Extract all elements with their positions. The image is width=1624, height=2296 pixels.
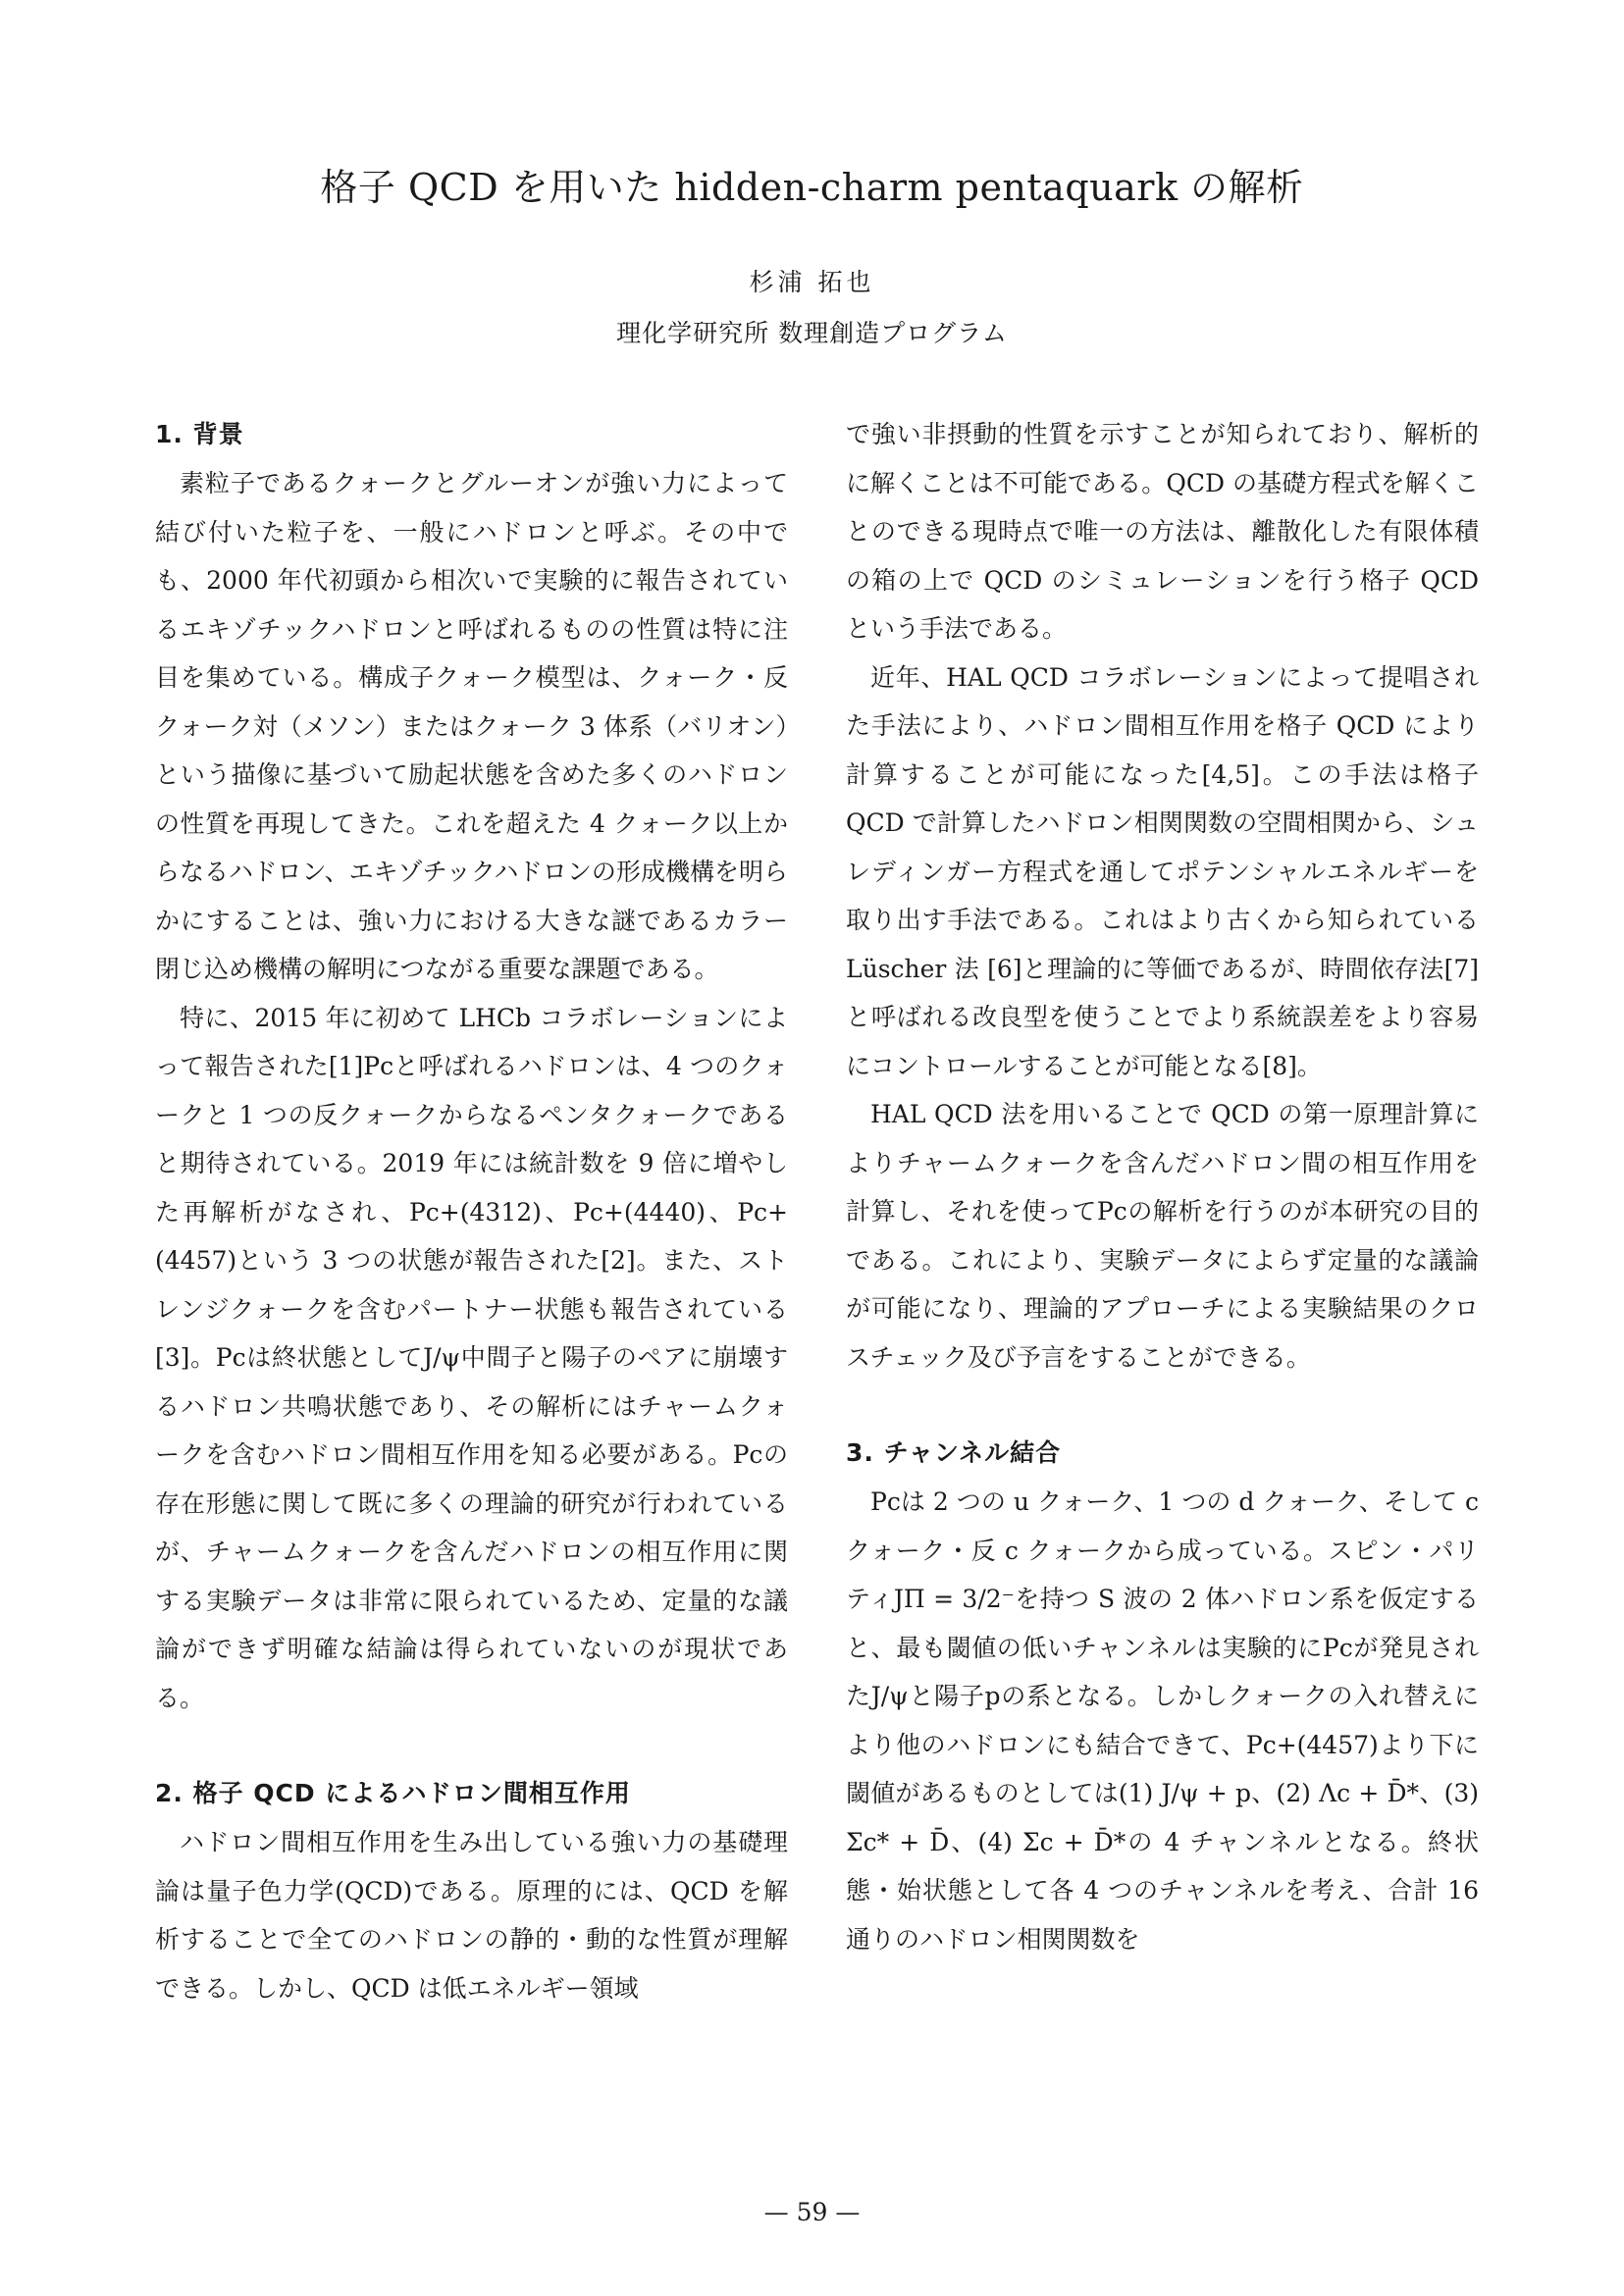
section-2-paragraph-3: HAL QCD 法を用いることで QCD の第一原理計算によりチャームクォークを含んだハドロン間の相互作用を計算し、それを使ってPcの解析を行うのが本研究の目的である。これにより、実験データによらず定量的な議論が可能になり、理論的アプローチによる実験結果のクロスチェック及び予言をすることができる。 — [846, 1100, 1479, 1372]
author-name: 杉浦 拓也 — [749, 268, 875, 296]
author-affiliation: 理化学研究所 数理創造プログラム — [616, 319, 1008, 347]
section-2-paragraph-2: 近年、HAL QCD コラボレーションによって提唱された手法により、ハドロン間相互作用を格子 QCD により計算することが可能になった[4,5]。この手法は格子 QCD で計算したハドロン相関関数の空間相関から、シュレディンガー方程式を通してポテンシャルエネルギーを取り出す手法である。これはより古くから知られている Lüscher 法 [6]と理論的に等価であるが、時間依存法[7]と呼ばれる改良型を使うことでより系統誤差をより容易にコントロールすることが可能となる[8]。 — [846, 662, 1479, 1080]
section-2-heading: 2. 格子 QCD によるハドロン間相互作用 — [155, 1779, 631, 1807]
section-1-heading: 1. 背景 — [155, 420, 244, 448]
page-number: — 59 — — [763, 2198, 861, 2226]
section-2-paragraph-1-continued: で強い非摂動的性質を示すことが知られており、解析的に解くことは不可能である。QCD の基礎方程式を解くことのできる現時点で唯一の方法は、離散化した有限体積の箱の上で QCD のシミュレーションを行う格子 QCD という手法である。 — [846, 420, 1479, 643]
paper-title: 格子 QCD を用いた hidden-charm pentaquark の解析 — [320, 166, 1304, 209]
section-3-paragraph-1: Pcは 2 つの u クォーク、1 つの d クォーク、そして c クォーク・反 c クォークから成っている。スピン・パリティJΠ = 3/2⁻を持つ S 波の 2 体ハドロン系を仮定すると、最も閾値の低いチャンネルは実験的にPcが発見されたJ/ψと陽子pの系となる。しかしクォークの入れ替えにより他のハドロンにも結合できて、Pc+(4457)より下に閾値があるものとしては(1) J/ψ + p、(2) Λc + D̄*、(3) Σc* + D̄、(4) Σc + D̄*の 4 チャンネルとなる。終状態・始状態として各 4 つのチャンネルを考え、合計 16 通りのハドロン相関関数を — [846, 1487, 1479, 1954]
section-2-paragraph-1: ハドロン間相互作用を生み出している強い力の基礎理論は量子色力学(QCD)である。原理的には、QCD を解析することで全てのハドロンの静的・動的な性質が理解できる。しかし、QCD は低エネルギー領域 — [155, 1828, 788, 2003]
section-1-paragraph-2: 特に、2015 年に初めて LHCb コラボレーションによって報告された[1]Pcと呼ばれるハドロンは、4 つのクォークと 1 つの反クォークからなるペンタクォークであると期待されている。2019 年には統計数を 9 倍に増やした再解析がなされ、Pc+(4312)、Pc+(4440)、Pc+(4457)という 3 つの状態が報告された[2]。また、ストレンジクォークを含むパートナー状態も報告されている[3]。Pcは終状態としてJ/ψ中間子と陽子のペアに崩壊するハドロン共鳴状態であり、その解析にはチャームクォークを含むハドロン間相互作用を知る必要がある。Pcの存在形態に関して既に多くの理論的研究が行われているが、チャームクォークを含んだハドロンの相互作用に関する実験データは非常に限られているため、定量的な議論ができず明確な結論は得られていないのが現状である。 — [155, 1003, 788, 1712]
section-3-heading: 3. チャンネル結合 — [846, 1438, 1062, 1467]
left-column — [155, 410, 788, 2012]
section-1-paragraph-1: 素粒子であるクォークとグルーオンが強い力によって結び付いた粒子を、一般にハドロンと呼ぶ。その中でも、2000 年代初頭から相次いで実験的に報告されているエキゾチックハドロンと呼ばれるものの性質は特に注目を集めている。構成子クォーク模型は、クォーク・反クォーク対（メソン）またはクォーク 3 体系（バリオン）という描像に基づいて励起状態を含めた多くのハドロンの性質を再現してきた。これを超えた 4 クォーク以上からなるハドロン、エキゾチックハドロンの形成機構を明らかにすることは、強い力における大きな謎であるカラー閉じ込め機構の解明につながる重要な課題である。 — [155, 469, 788, 983]
right-column — [846, 410, 1479, 1963]
